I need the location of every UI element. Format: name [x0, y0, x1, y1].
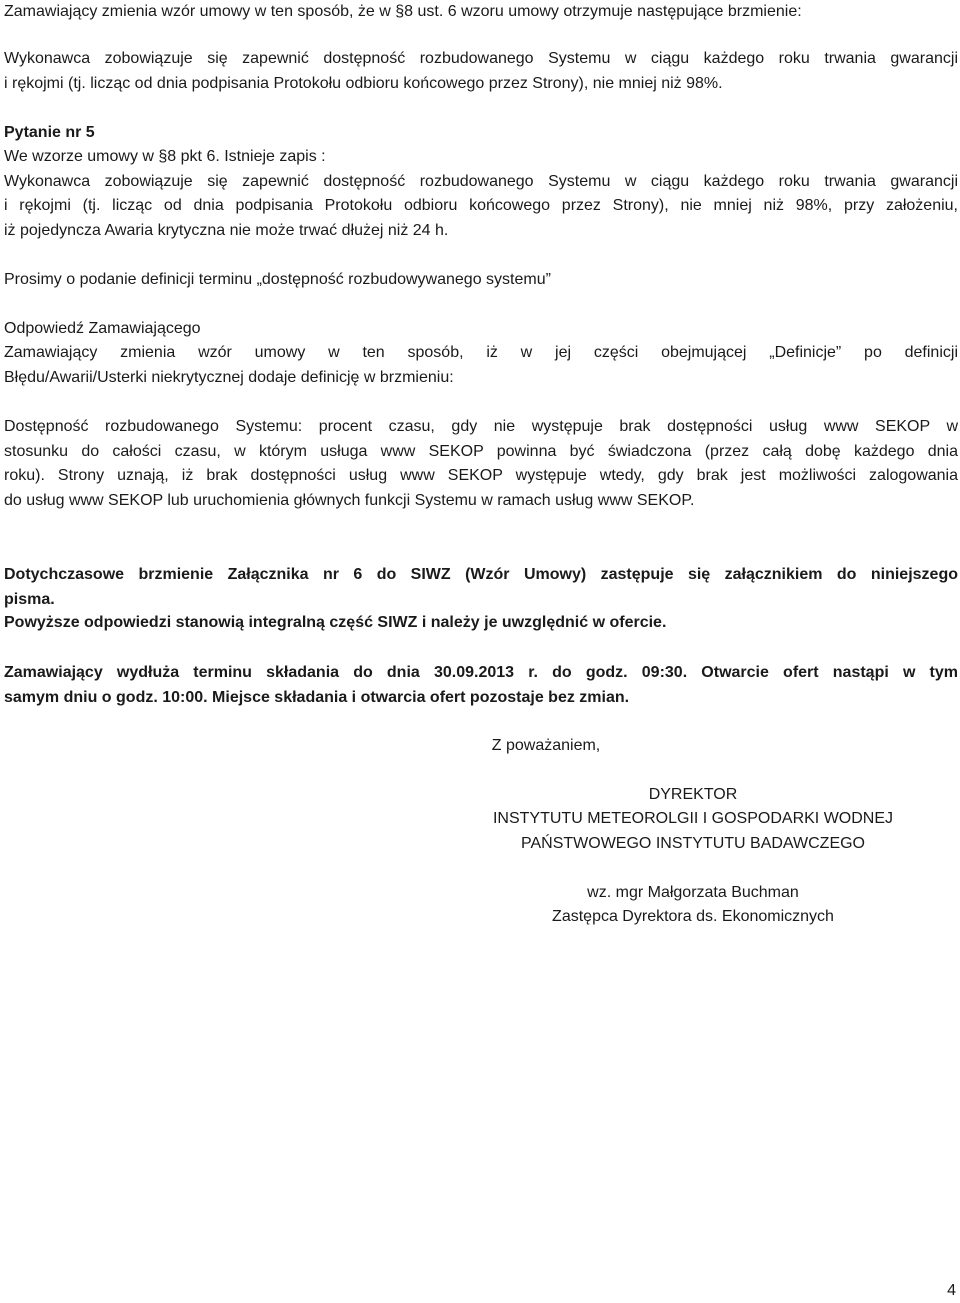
- availability-definition: [4, 415, 958, 513]
- institute-line-2: PAŃSTWOWEGO INSTYTUTU BADAWCZEGO: [521, 834, 865, 852]
- intro-line: Zamawiający zmienia wzór umowy w ten sposób, że w §8 ust. 6 wzoru umowy otrzymuje następujące brzmienie:: [4, 3, 802, 20]
- question-body: [4, 145, 958, 243]
- attachment-notice: [4, 563, 958, 612]
- answer-line-1: Zamawiający zmienia wzór umowy w ten sposób, iż w jej części obejmującej „Definicje” po definicji: [4, 344, 958, 361]
- definition-line-3: roku). Strony uznają, iż brak dostępności usług www SEKOP występuje wtedy, gdy brak jest możliwości zalogowania: [4, 467, 958, 484]
- integral-notice: Powyższe odpowiedzi stanowią integralną część SIWZ i należy je uwzględnić w ofercie.: [4, 614, 667, 631]
- attachment-line-1: Dotychczasowe brzmienie Załącznika nr 6 do SIWZ (Wzór Umowy) zastępuje się załącznikiem do niniejszego: [4, 566, 958, 583]
- quoted-clause: [4, 47, 958, 96]
- answer-line-2: Błędu/Awarii/Usterki niekrytycznej dodaje definicję w brzmieniu:: [4, 368, 454, 386]
- closing-greeting: Z poważaniem,: [491, 737, 601, 754]
- question-line-4: iż pojedyncza Awaria krytyczna nie może trwać dłużej niż 24 h.: [4, 221, 449, 239]
- signatory-name: wz. mgr Małgorzata Buchman: [587, 884, 799, 901]
- signatory-title: DYREKTOR: [648, 786, 738, 803]
- answer-body: [4, 341, 958, 390]
- attachment-line-2: pisma.: [4, 590, 55, 608]
- signatory-role: Zastępca Dyrektora ds. Ekonomicznych: [552, 908, 834, 925]
- page-number: 4: [947, 1282, 956, 1299]
- answer-heading: Odpowiedź Zamawiającego: [4, 320, 201, 337]
- clause-line-2: i rękojmi (tj. licząc od dnia podpisania Protokołu odbioru końcowego przez Strony), nie mniej niż 98%.: [4, 74, 723, 92]
- definition-line-2: stosunku do całości czasu, w którym usługa www SEKOP powinna być świadczona (przez całą dobę każdego dnia: [4, 442, 958, 460]
- deadline-line-2: samym dniu o godz. 10:00. Miejsce składania i otwarcia ofert pozostaje bez zmian.: [4, 688, 630, 706]
- question-heading: Pytanie nr 5: [4, 124, 95, 141]
- definition-line-4: do usług www SEKOP lub uruchomienia głównych funkcji Systemu w ramach usług www SEKOP.: [4, 491, 695, 509]
- institute-name: [0, 807, 960, 856]
- definition-line-1: Dostępność rozbudowanego Systemu: procent czasu, gdy nie występuje brak dostępności usług www SEKOP w: [4, 418, 958, 435]
- question-line-3: i rękojmi (tj. licząc od dnia podpisania Protokołu odbioru końcowego przez Strony), nie mniej niż 98%, przy założeniu,: [4, 197, 958, 214]
- institute-line-1: INSTYTUTU METEOROLGII I GOSPODARKI WODNEJ: [492, 810, 894, 827]
- question-line-2: Wykonawca zobowiązuje się zapewnić dostępność rozbudowanego Systemu w ciągu każdego roku trwania gwarancji: [4, 172, 958, 190]
- deadline-notice: [4, 661, 958, 710]
- clause-line-1: Wykonawca zobowiązuje się zapewnić dostępność rozbudowanego Systemu w ciągu każdego roku trwania gwarancji: [4, 50, 958, 67]
- question-request: Prosimy o podanie definicji terminu „dostępność rozbudowywanego systemu”: [4, 271, 551, 288]
- section-intro: [4, 0, 958, 25]
- question-line-1: We wzorze umowy w §8 pkt 6. Istnieje zapis :: [4, 148, 326, 165]
- deadline-line-1: Zamawiający wydłuża terminu składania do dnia 30.09.2013 r. do godz. 09:30. Otwarcie ofert nastąpi w tym: [4, 664, 958, 681]
